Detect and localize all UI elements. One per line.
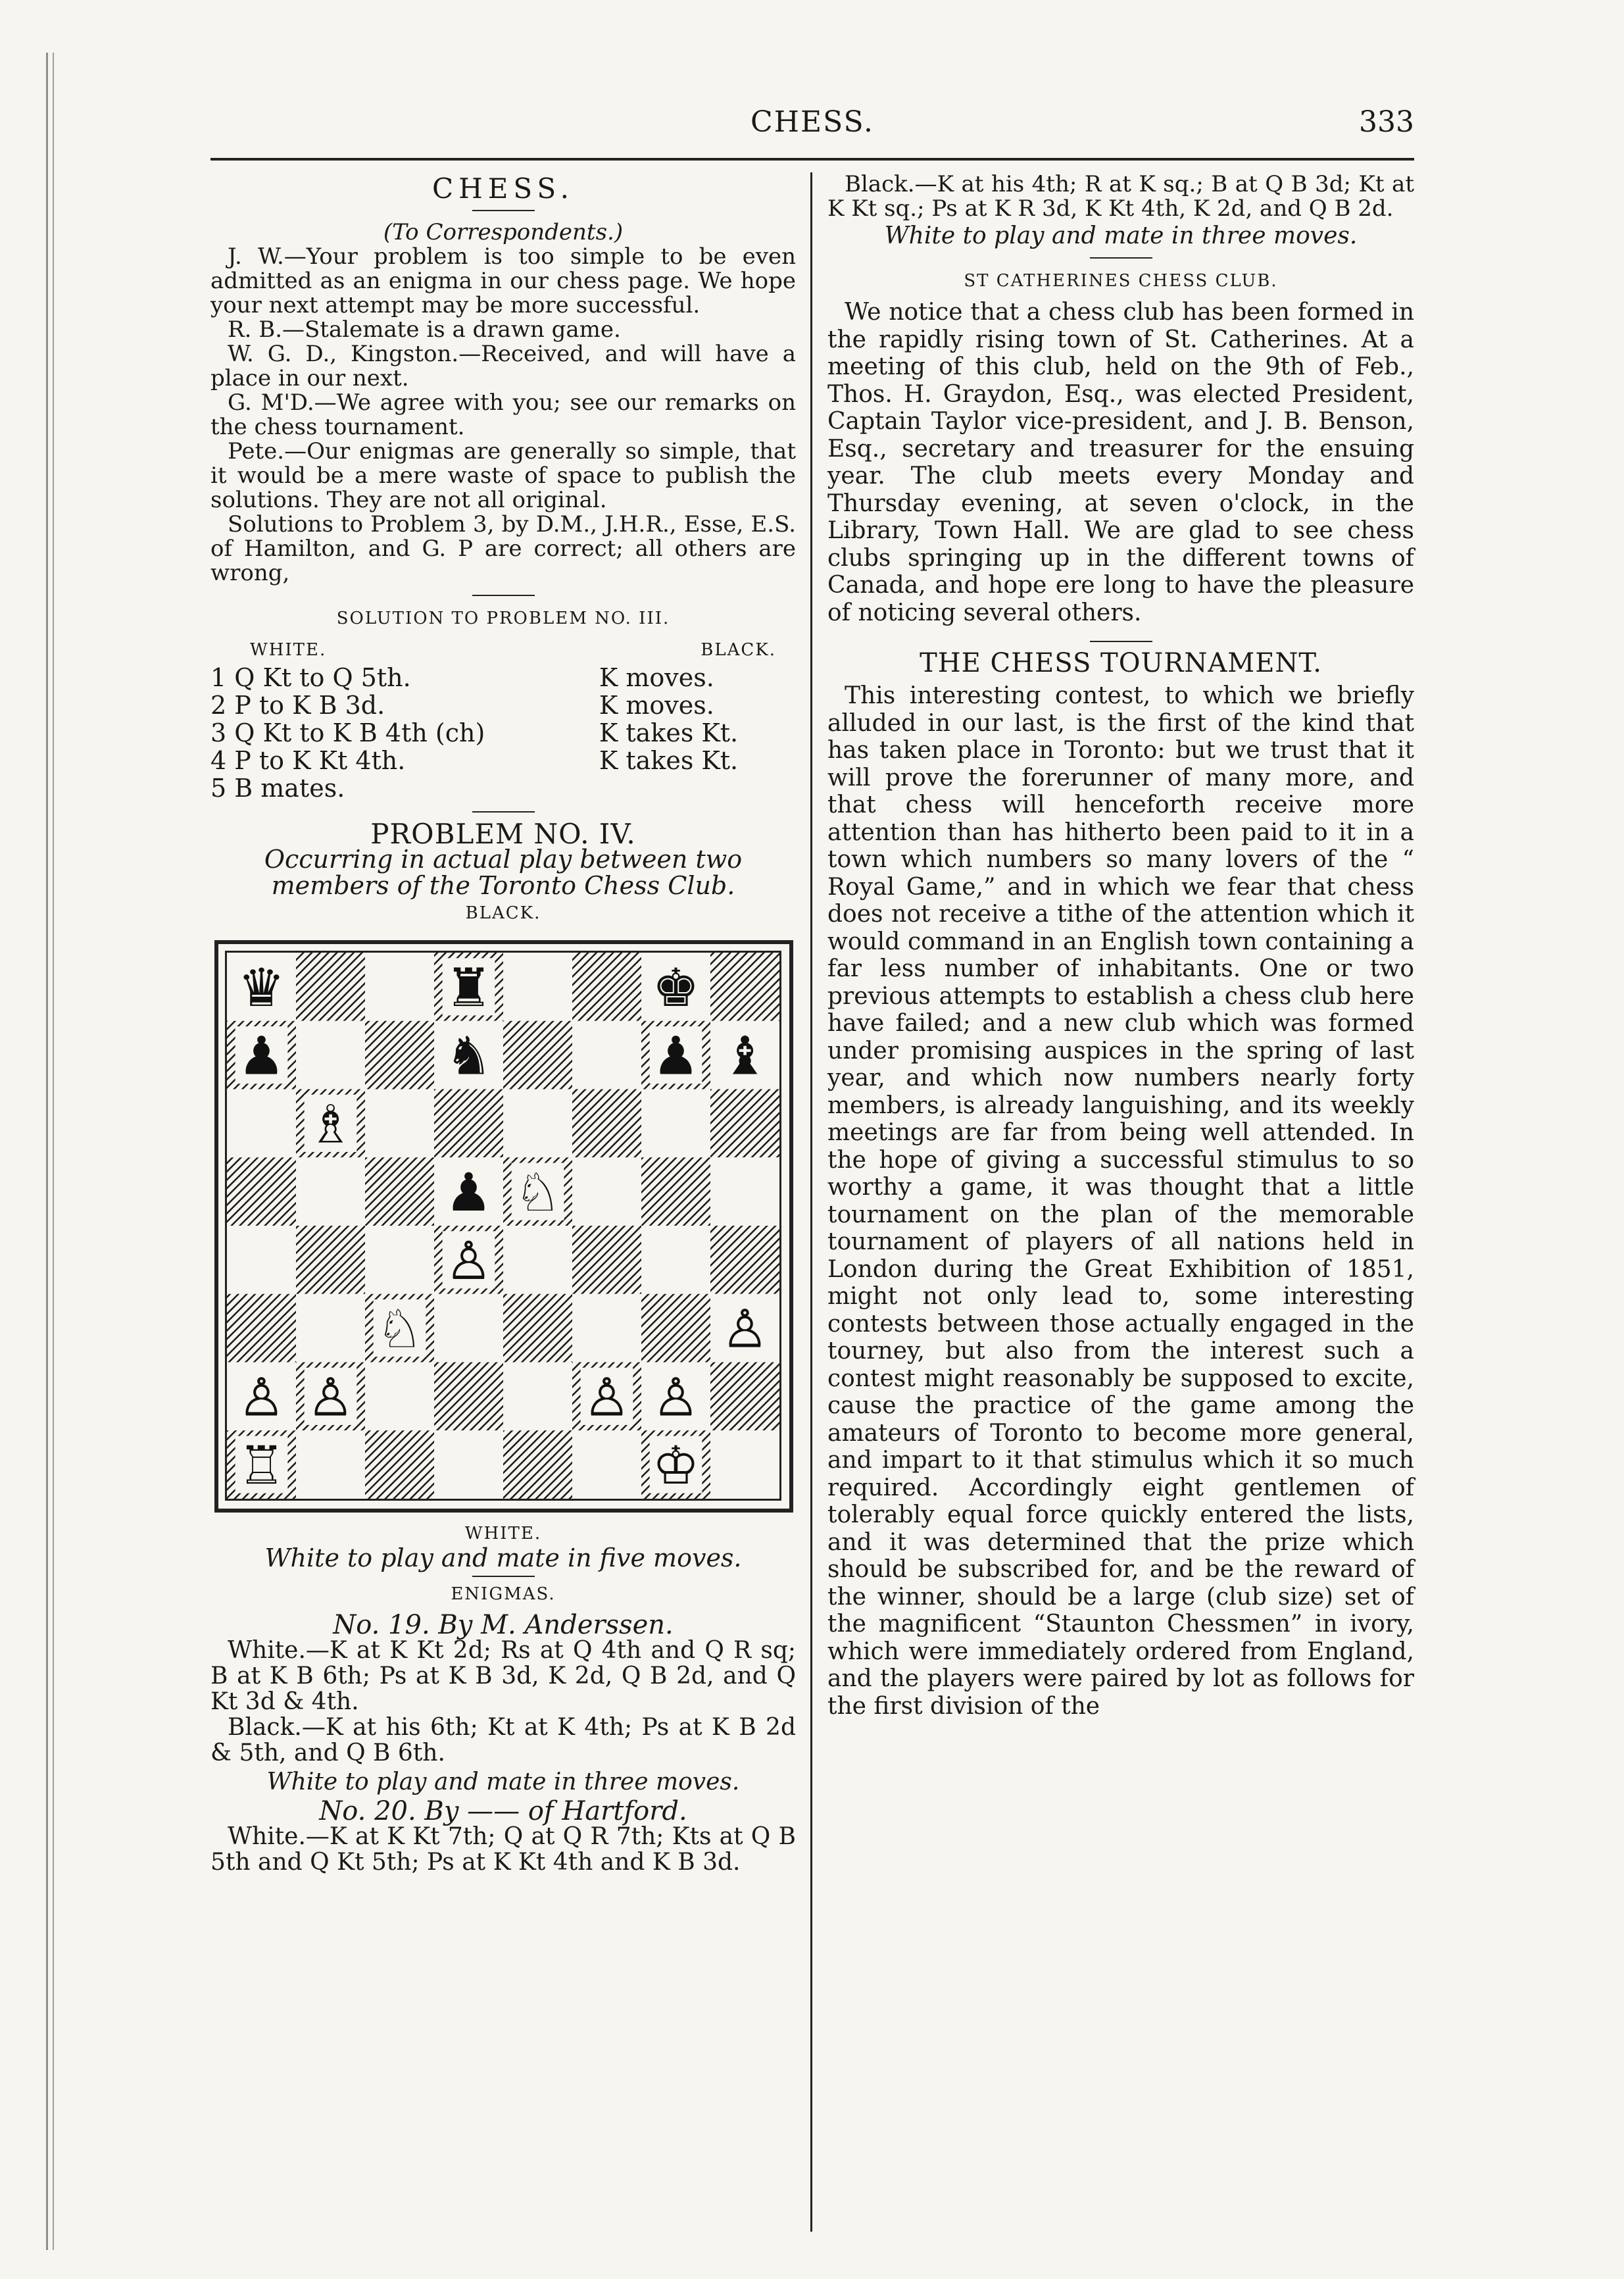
white-move: 4 P to K Kt 4th. [210, 746, 406, 775]
light-square [365, 1089, 434, 1158]
chess-board [214, 940, 793, 1513]
note-solutions: Solutions to Problem 3, by D.M., J.H.R., Esse, E.S. of Hamilton, and G. P are correct; all others are wrong, [210, 511, 796, 586]
divider [1090, 641, 1152, 642]
black-rook-icon: ♜ [445, 957, 493, 1018]
dark-square [641, 1157, 710, 1226]
light-square [365, 953, 434, 1021]
divider [1090, 257, 1152, 259]
running-title: CHESS. [750, 105, 875, 139]
black-move: K moves. [599, 691, 714, 720]
light-square [296, 1157, 365, 1226]
divider [472, 210, 535, 211]
white-pawn-icon: ♙ [307, 1366, 355, 1428]
note-gmd: G. M'D.—We agree with you; see our remarks on the chess tournament. [210, 389, 796, 440]
left-column [210, 172, 796, 1875]
light-square [365, 1226, 434, 1294]
black-king-icon: ♚ [652, 957, 700, 1018]
dark-square [710, 1089, 779, 1158]
divider [472, 1576, 535, 1577]
dark-square [503, 1021, 572, 1089]
black-pawn-icon: ♟ [445, 1162, 493, 1224]
light-square [503, 1363, 572, 1431]
note-jw: J. W.—Your problem is too simple to be even admitted as an enigma in our chess page. We hope your next attempt may be more successful. [210, 243, 796, 318]
tournament-article: This interesting contest, to which we briefly alluded in our last, is the first of the kind that has taken place in Toronto: but we trust that it will prove the forerunner of many more, and that chess will henceforth receive more attention than has hitherto been paid to it in a town which numbers so many lovers of the “ Royal Game,” and in which we fear that chess does not receive a tithe of the attention which it would command in an English town containing a far less number of inhabitants. One or two previous attempts to establish a chess club here have failed; and a new club which was formed under promising auspices in the spring of last year, and which now numbers nearly forty members, is already languishing, and its weekly meetings are far from being well attended. In the hope of giving a successful stimulus to so worthy a game, it was thought that a little tournament on the plan of the memorable tournament of players of all nations held in London during the Great Exhibition of 1851, might not only lead to, some interesting contests between those actually engaged in the tourney, but also from the interest such a contest might reasonably be supposed to excite, cause the practice of the game among the amateurs of Toronto to become more general, and impart to it that stimulus which it so much required. Accordingly eight gentlemen of tolerably equal force quickly entered the lists, and it was determined that the prize which should be subscribed for, and be the reward of the winner, should be a large (club size) set of the magnificent “Staunton Chessmen” in ivory, which were immediately ordered from England, and the players were paired by lot as follows for the first division of the [827, 682, 1414, 1720]
light-square [296, 1430, 365, 1499]
dark-square [227, 1157, 296, 1226]
black-move: K takes Kt. [599, 746, 739, 775]
dark-square [434, 1363, 503, 1431]
dark-square [365, 1021, 434, 1089]
move-row [210, 719, 796, 747]
problem-subtitle: Occurring in actual play between two members of the Toronto Chess Club. [264, 845, 743, 900]
light-square [572, 1430, 641, 1499]
dark-square [710, 1226, 779, 1294]
black-move [599, 774, 796, 802]
club-article: We notice that a chess club has been formed in the rapidly rising town of St. Catherines. At a meeting of this club, held on the 9th of Feb., Thos. H. Graydon, Esq., was elected President, Captain Taylor vice-president, and J. B. Benson, Esq., secretary and treasurer for the ensuing year. The club meets every Monday and Thursday evening, at seven o'clock, in the Library, Town Hall. We are glad to see chess clubs springing up in the different towns of Canada, and hope ere long to have the pleasure of noticing several others. [827, 299, 1414, 626]
correspondents-label: (To Correspondents.) [383, 219, 624, 245]
dark-square [641, 1294, 710, 1363]
dark-square [572, 1226, 641, 1294]
chess-heading: CHESS. [431, 172, 575, 205]
enigma-19-white: White.—K at K Kt 2d; Rs at Q 4th and Q R sq; B at K B 6th; Ps at K B 3d, K 2d, Q B 2d, and Q Kt 3d & 4th. [210, 1637, 796, 1715]
black-queen-icon: ♛ [237, 957, 285, 1018]
enigma-19-title: No. 19. By M. Anderssen. [333, 1610, 674, 1640]
white-pawn-icon: ♙ [445, 1230, 493, 1291]
enigma-20-title: No. 20. By —— of Hartford. [319, 1796, 687, 1826]
light-square [503, 953, 572, 1021]
dark-square [296, 953, 365, 1021]
dark-square [572, 953, 641, 1021]
light-square [296, 1294, 365, 1363]
black-move: K moves. [599, 663, 714, 692]
white-move: 5 B mates. [210, 774, 345, 803]
black-pawn-icon: ♟ [652, 1025, 700, 1087]
light-square [710, 1430, 779, 1499]
right-column [827, 172, 1414, 1720]
header-rule [210, 158, 1414, 161]
light-square [641, 1226, 710, 1294]
dark-square [365, 1157, 434, 1226]
light-square [710, 1157, 779, 1226]
light-square [503, 1089, 572, 1158]
divider [472, 595, 535, 596]
light-square [296, 1021, 365, 1089]
black-knight-icon: ♞ [445, 1025, 493, 1087]
col-white-label: WHITE. [250, 640, 327, 660]
white-pawn-icon: ♙ [583, 1366, 631, 1428]
black-pawn-icon: ♟ [237, 1025, 285, 1087]
problem-title: PROBLEM NO. IV. [370, 818, 636, 850]
column-rule [810, 172, 812, 2232]
black-bishop-icon: ♝ [721, 1025, 769, 1087]
page-header [210, 105, 1414, 151]
white-pawn-icon: ♙ [652, 1366, 700, 1428]
light-square [227, 1226, 296, 1294]
enigma-19-task: White to play and mate in three moves. [266, 1768, 740, 1795]
enigma-19-black: Black.—K at his 6th; Kt at K 4th; Ps at K B 2d & 5th, and Q B 6th. [210, 1714, 796, 1766]
note-wgd: W. G. D., Kingston.—Received, and will have a place in our next. [210, 341, 796, 391]
light-square [365, 1363, 434, 1431]
light-square [434, 1430, 503, 1499]
tournament-heading: THE CHESS TOURNAMENT. [920, 648, 1322, 678]
club-heading: ST CATHERINES CHESS CLUB. [964, 271, 1278, 291]
note-rb: R. B.—Stalemate is a drawn game. [228, 316, 621, 343]
binding-edge [46, 53, 64, 2250]
dark-square [503, 1294, 572, 1363]
note-pete: Pete.—Our enigmas are generally so simple, that it would be a mere waste of space to publish the solutions. They are not all original. [210, 438, 796, 513]
page-number: 333 [1359, 105, 1414, 139]
enigma-20-task: White to play and mate in three moves. [884, 222, 1358, 249]
white-move: 1 Q Kt to Q 5th. [210, 663, 411, 692]
move-row [210, 747, 796, 774]
black-move: K takes Kt. [599, 718, 739, 747]
enigmas-heading: ENIGMAS. [451, 1584, 556, 1604]
dark-square [434, 1089, 503, 1158]
white-pawn-icon: ♙ [237, 1366, 285, 1428]
dark-square [296, 1226, 365, 1294]
dark-square [710, 1363, 779, 1431]
dark-square [365, 1430, 434, 1499]
solution-table [210, 636, 796, 802]
move-row [210, 664, 796, 691]
light-square [641, 1089, 710, 1158]
enigma-20-white: White.—K at K Kt 7th; Q at Q R 7th; Kts at Q B 5th and Q Kt 5th; Ps at K Kt 4th and K B 3d. [210, 1823, 796, 1876]
light-square [227, 1089, 296, 1158]
white-rook-icon: ♖ [237, 1435, 285, 1497]
dark-square [710, 953, 779, 1021]
light-square [503, 1226, 572, 1294]
light-square [572, 1294, 641, 1363]
white-move: 2 P to K B 3d. [210, 691, 385, 720]
divider [472, 811, 535, 813]
move-row [210, 774, 796, 802]
white-knight-icon: ♘ [514, 1162, 562, 1224]
solution-heading: SOLUTION TO PROBLEM NO. III. [336, 609, 670, 628]
board-diagram [225, 951, 781, 1501]
problem-task: White to play and mate in five moves. [264, 1543, 742, 1572]
dark-square [227, 1294, 296, 1363]
correspondent-notes [210, 245, 796, 586]
white-pawn-icon: ♙ [721, 1298, 769, 1360]
board-black-label: BLACK. [465, 903, 541, 923]
board-white-label: WHITE. [464, 1524, 542, 1543]
white-bishop-icon: ♗ [307, 1093, 355, 1155]
light-square [572, 1021, 641, 1089]
white-knight-icon: ♘ [376, 1298, 424, 1360]
move-row [210, 691, 796, 719]
white-king-icon: ♔ [652, 1435, 700, 1497]
light-square [434, 1294, 503, 1363]
dark-square [503, 1430, 572, 1499]
col-black-label: BLACK. [701, 640, 776, 660]
dark-square [572, 1089, 641, 1158]
white-move: 3 Q Kt to K B 4th (ch) [210, 718, 485, 747]
light-square [572, 1157, 641, 1226]
enigma-20-black: Black.—K at his 4th; R at K sq.; B at Q B 3d; Kt at K Kt sq.; Ps at K R 3d, K Kt 4th, K 2d, and Q B 2d. [827, 171, 1414, 222]
